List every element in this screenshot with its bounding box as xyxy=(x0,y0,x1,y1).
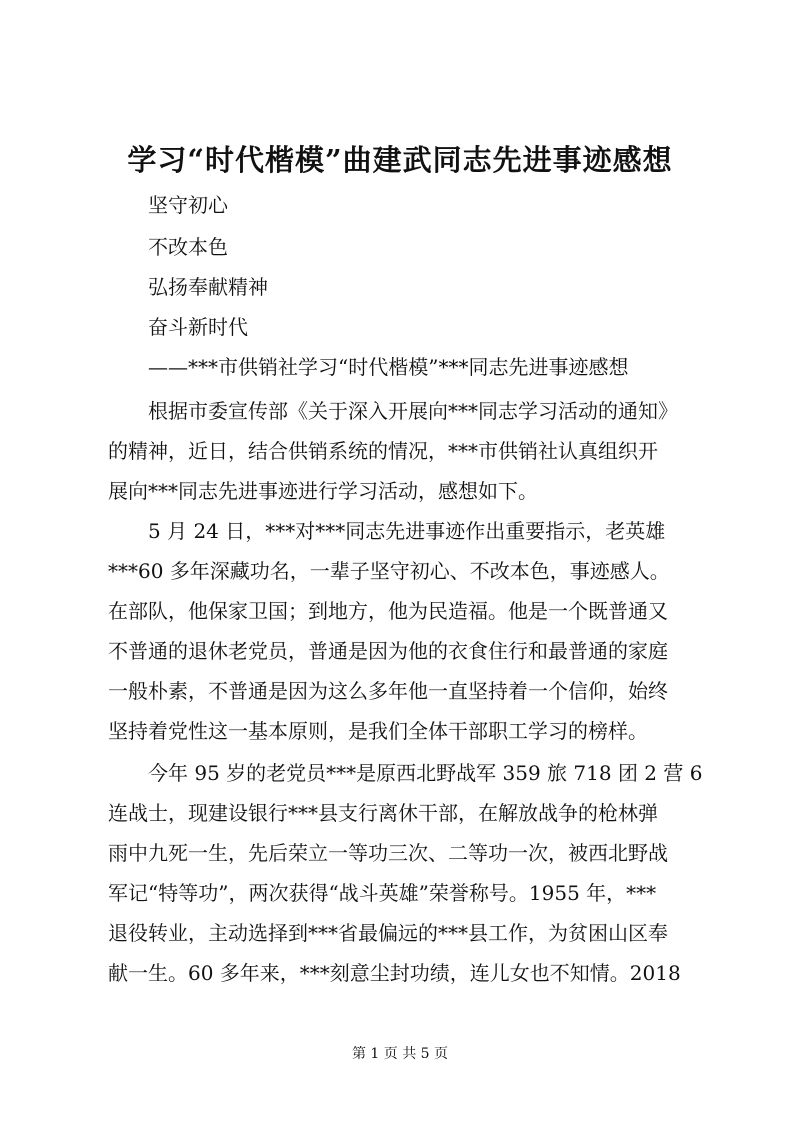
slogan-line: 奋斗新时代 xyxy=(148,315,248,339)
paragraph-line: 根据市委宣传部《关于深入开展向***同志学习活动的通知》 xyxy=(148,399,678,423)
paragraph-line: 在部队，他保家卫国；到地方，他为民造福。他是一个既普通又 xyxy=(108,599,668,623)
page-number: 第 1 页 共 5 页 xyxy=(351,1046,449,1062)
paragraph-line: 军记“特等功”，两次获得“战斗英雄”荣誉称号。1955 年，*** xyxy=(108,881,657,905)
document-title: 学习“时代楷模”曲建武同志先进事迹感想 xyxy=(127,143,673,177)
paragraph-line: ***60 多年深藏功名，一辈子坚守初心、不改本色，事迹感人。 xyxy=(108,559,670,583)
paragraph-line: 献一生。60 多年来，***刻意尘封功绩，连儿女也不知情。2018 xyxy=(108,961,681,985)
paragraph-line: 今年 95 岁的老党员***是原西北野战军 359 旅 718 团 2 营 6 xyxy=(148,761,703,785)
paragraph-line: 一般朴素，不普通是因为这么多年他一直坚持着一个信仰，始终 xyxy=(108,679,668,703)
paragraph-line: 展向***同志先进事迹进行学习活动，感想如下。 xyxy=(108,479,538,503)
paragraph-line: 连战士，现建设银行***县支行离休干部，在解放战争的枪林弹 xyxy=(108,801,658,825)
subtitle-line: ——***市供销社学习“时代楷模”***同志先进事迹感想 xyxy=(148,355,629,379)
paragraph-line: 退役转业，主动选择到***省最偏远的***县工作，为贫困山区奉 xyxy=(108,921,668,945)
paragraph-line: 的精神，近日，结合供销系统的情况，***市供销社认真组织开 xyxy=(108,439,658,463)
slogan-line: 坚守初心 xyxy=(148,193,228,217)
paragraph-line: 雨中九死一生，先后荣立一等功三次、二等功一次，被西北野战 xyxy=(108,841,668,865)
paragraph-line: 5 月 24 日，***对***同志先进事迹作出重要指示，老英雄 xyxy=(148,519,666,543)
slogan-line: 不改本色 xyxy=(148,235,228,259)
slogan-line: 弘扬奉献精神 xyxy=(148,275,268,299)
paragraph-line: 坚持着党性这一基本原则，是我们全体干部职工学习的榜样。 xyxy=(108,719,648,743)
paragraph-line: 不普通的退休老党员，普通是因为他的衣食住行和最普通的家庭 xyxy=(108,639,668,663)
